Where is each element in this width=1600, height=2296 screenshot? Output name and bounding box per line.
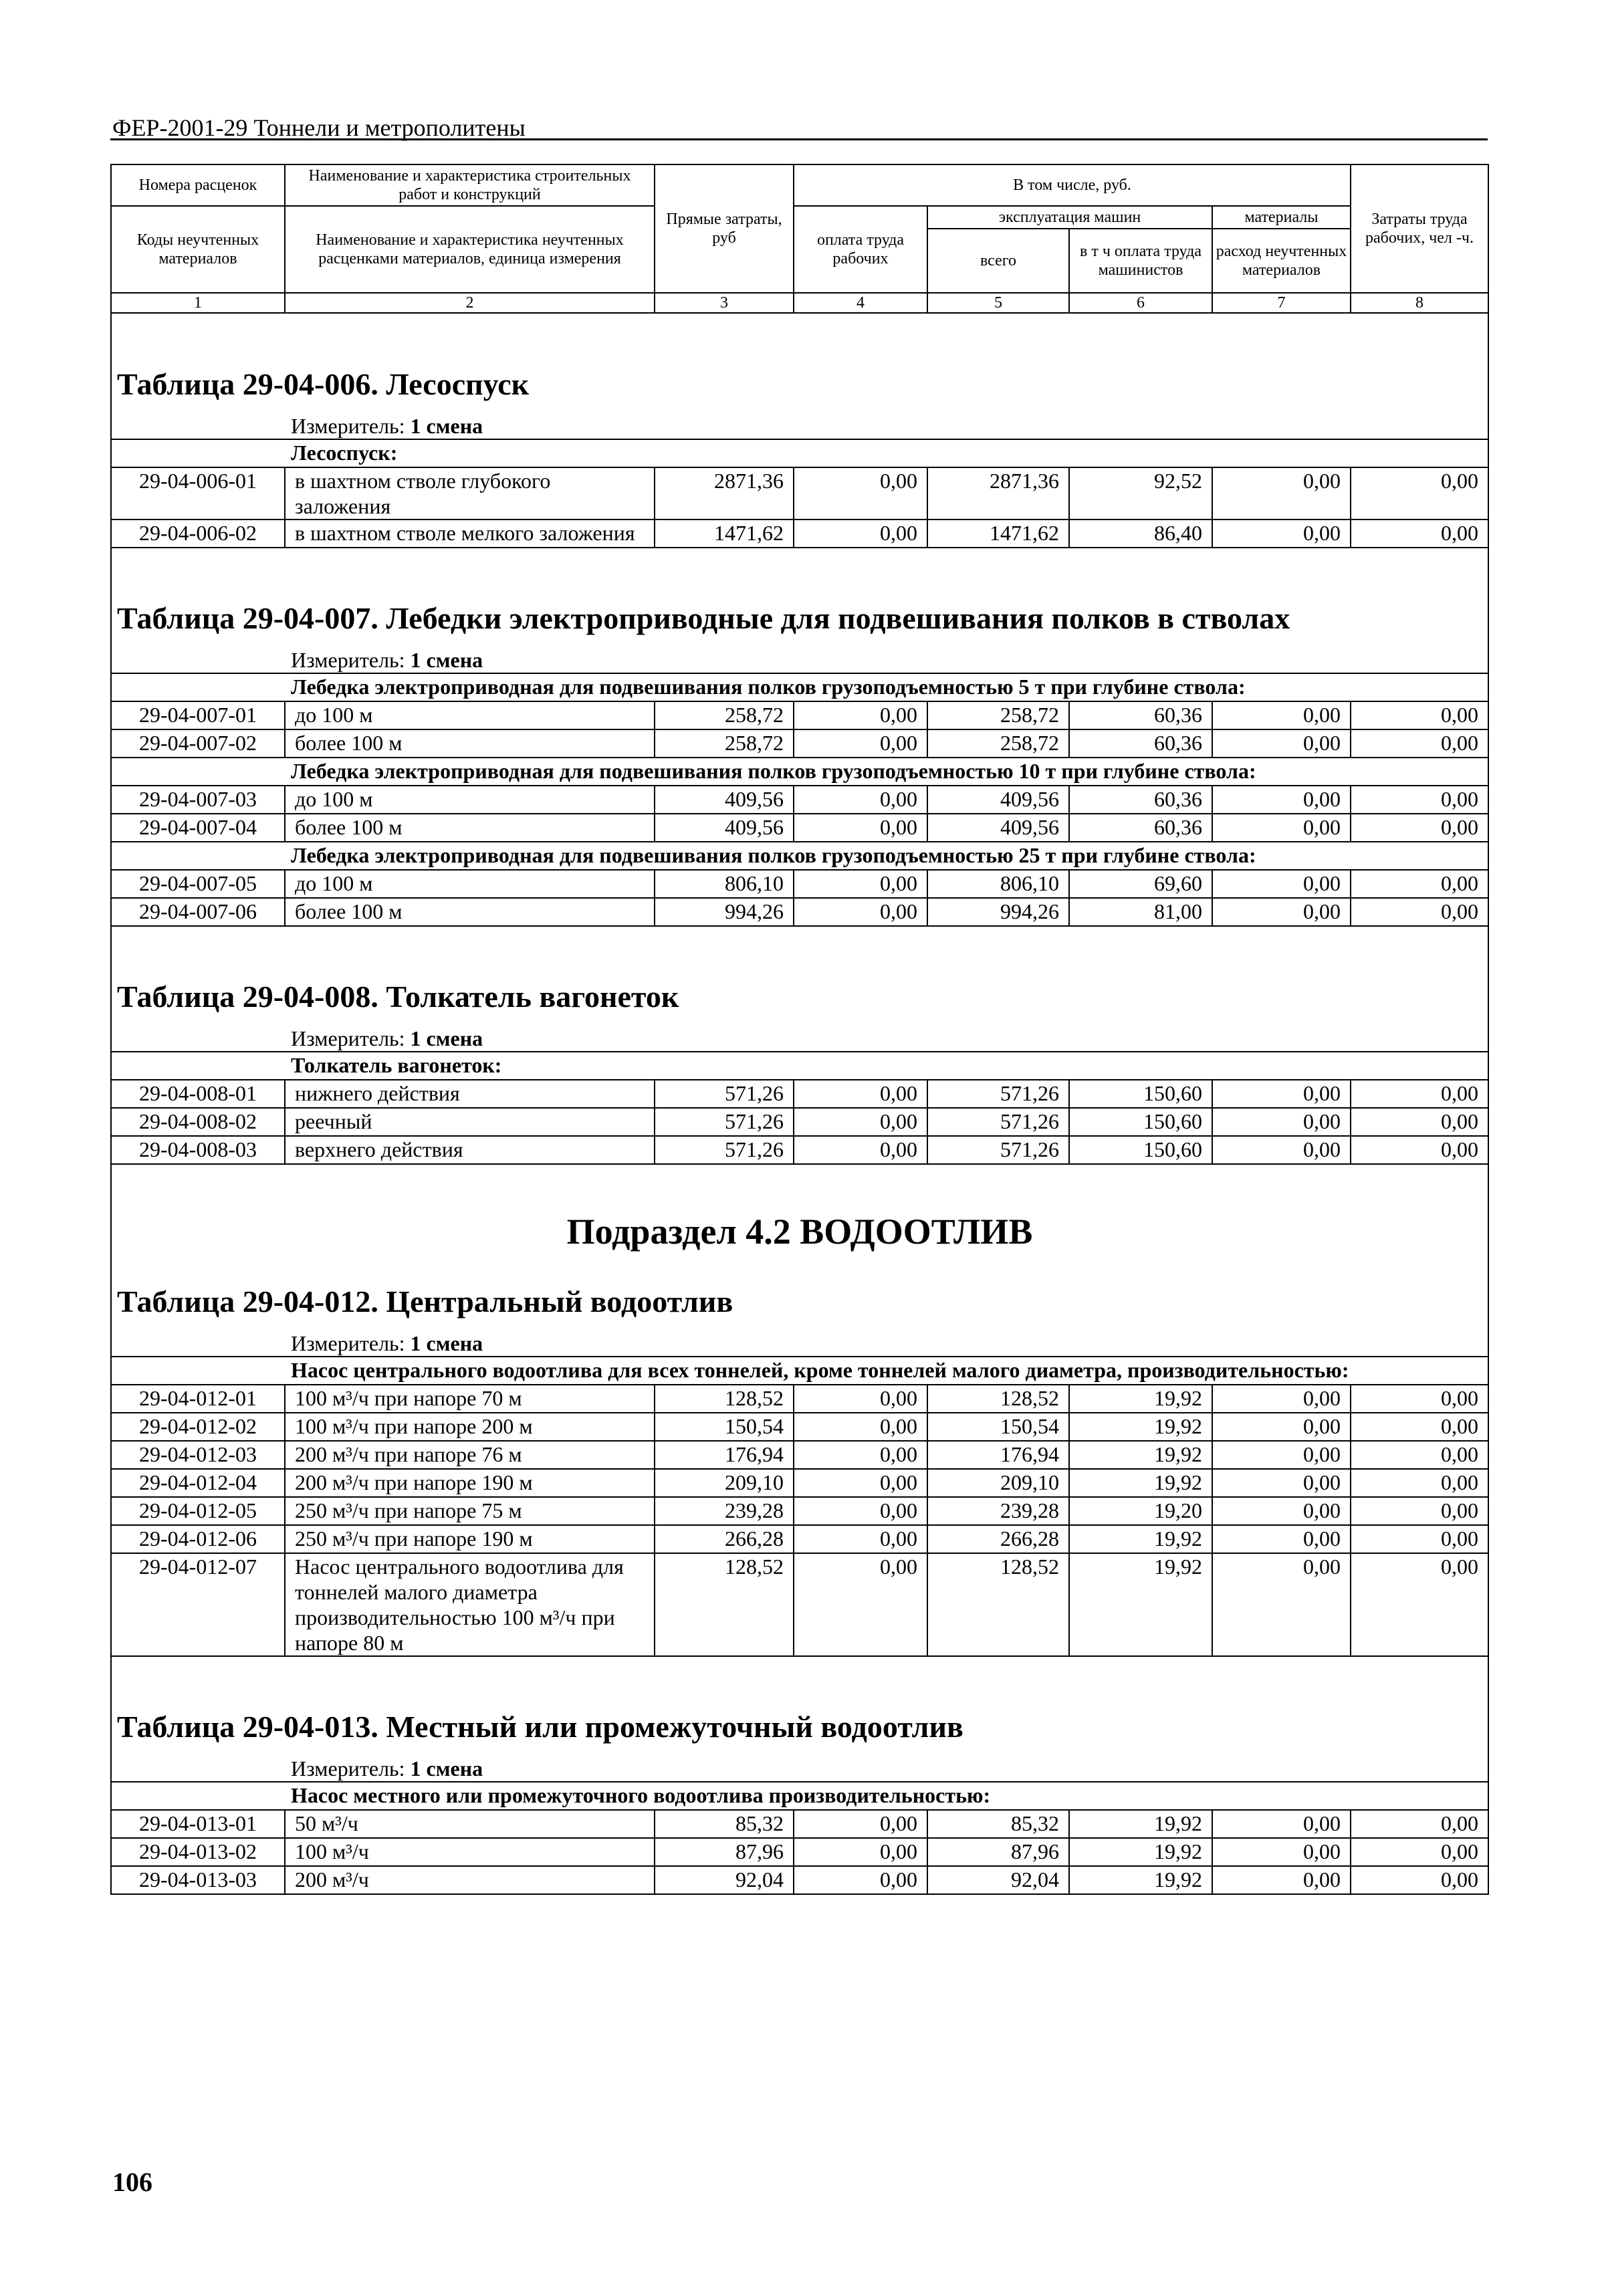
operator-wages: 60,36 [1069, 786, 1212, 814]
worker-wages: 0,00 [794, 1441, 927, 1469]
machine-total: 994,26 [927, 898, 1069, 926]
table-title: Таблица 29-04-013. Местный или промежуточный водоотлив [111, 1676, 1488, 1750]
operator-wages: 19,92 [1069, 1469, 1212, 1497]
labor-hours: 0,00 [1351, 520, 1488, 548]
operator-wages: 19,92 [1069, 1553, 1212, 1656]
rate-code: 29-04-013-01 [111, 1810, 285, 1838]
table-title: Таблица 29-04-007. Лебедки электроприводные для подвешивания полков в стволах [111, 568, 1488, 641]
work-name: до 100 м [285, 786, 655, 814]
labor-hours: 0,00 [1351, 1866, 1488, 1894]
section-row [111, 1164, 1488, 1251]
table-row [111, 1469, 1488, 1497]
operator-wages: 150,60 [1069, 1108, 1212, 1136]
rate-code: 29-04-013-02 [111, 1838, 285, 1866]
labor-hours: 0,00 [1351, 898, 1488, 926]
spacer-row [111, 314, 1488, 334]
header-work-name: Наименование и характеристика строительных работ и конструкций [285, 164, 655, 206]
work-name: 50 м³/ч [285, 1810, 655, 1838]
operator-wages: 86,40 [1069, 520, 1212, 548]
labor-hours: 0,00 [1351, 1838, 1488, 1866]
labor-hours: 0,00 [1351, 1497, 1488, 1525]
rate-code: 29-04-008-03 [111, 1136, 285, 1164]
operator-wages: 19,92 [1069, 1866, 1212, 1894]
worker-wages: 0,00 [794, 729, 927, 758]
materials: 0,00 [1212, 520, 1351, 548]
spacer-row [111, 1656, 1488, 1676]
labor-hours: 0,00 [1351, 1441, 1488, 1469]
header-direct-costs: Прямые затраты, руб [655, 164, 794, 293]
meter-label: Измеритель: [291, 648, 405, 672]
table-row [111, 1136, 1488, 1164]
labor-hours: 0,00 [1351, 786, 1488, 814]
group-heading-row [111, 842, 1488, 870]
column-number-row [111, 293, 1488, 313]
table-row [111, 467, 1488, 520]
meter-row [111, 1325, 1488, 1357]
group-heading: Толкатель вагонеток: [111, 1052, 1488, 1080]
machine-total: 258,72 [927, 729, 1069, 758]
group-heading: Лебедка электроприводная для подвешивания полков грузоподъемностью 10 т при глубине ствола: [111, 758, 1488, 786]
meter-value: 1 смена [410, 1756, 483, 1781]
meter-row [111, 1020, 1488, 1052]
materials: 0,00 [1212, 467, 1351, 520]
machine-total: 128,52 [927, 1553, 1069, 1656]
table-row [111, 1441, 1488, 1469]
direct-costs: 239,28 [655, 1497, 794, 1525]
rate-code: 29-04-012-01 [111, 1385, 285, 1413]
operator-wages: 150,60 [1069, 1136, 1212, 1164]
materials: 0,00 [1212, 1497, 1351, 1525]
worker-wages: 0,00 [794, 786, 927, 814]
direct-costs: 87,96 [655, 1838, 794, 1866]
worker-wages: 0,00 [794, 467, 927, 520]
meter-cell [111, 407, 1488, 439]
labor-hours: 0,00 [1351, 1553, 1488, 1656]
work-name: более 100 м [285, 729, 655, 758]
meter-cell [111, 641, 1488, 673]
worker-wages: 0,00 [794, 1810, 927, 1838]
table-row [111, 898, 1488, 926]
materials: 0,00 [1212, 1136, 1351, 1164]
rate-code: 29-04-007-02 [111, 729, 285, 758]
direct-costs: 150,54 [655, 1413, 794, 1441]
materials: 0,00 [1212, 814, 1351, 842]
header-worker-wages: оплата труда рабочих [794, 206, 927, 293]
work-name: нижнего действия [285, 1080, 655, 1108]
materials: 0,00 [1212, 1108, 1351, 1136]
machine-total: 92,04 [927, 1866, 1069, 1894]
rate-code: 29-04-007-01 [111, 701, 285, 729]
direct-costs: 92,04 [655, 1866, 794, 1894]
worker-wages: 0,00 [794, 1497, 927, 1525]
table-row [111, 520, 1488, 548]
rate-code: 29-04-012-06 [111, 1525, 285, 1553]
direct-costs: 128,52 [655, 1385, 794, 1413]
worker-wages: 0,00 [794, 1469, 927, 1497]
table-row [111, 814, 1488, 842]
table-row [111, 729, 1488, 758]
rate-code: 29-04-012-07 [111, 1553, 285, 1656]
table-row [111, 870, 1488, 898]
labor-hours: 0,00 [1351, 1385, 1488, 1413]
group-heading-row [111, 758, 1488, 786]
header-operator-wages: в т ч оплата труда машинистов [1069, 229, 1212, 293]
operator-wages: 60,36 [1069, 701, 1212, 729]
column-number: 5 [927, 293, 1069, 313]
work-name: 250 м³/ч при напоре 190 м [285, 1525, 655, 1553]
work-name: до 100 м [285, 870, 655, 898]
materials: 0,00 [1212, 1469, 1351, 1497]
spacer [111, 548, 1488, 568]
work-name: до 100 м [285, 701, 655, 729]
worker-wages: 0,00 [794, 814, 927, 842]
worker-wages: 0,00 [794, 898, 927, 926]
rate-code: 29-04-013-03 [111, 1866, 285, 1894]
header-machine-total: всего [927, 229, 1069, 293]
machine-total: 258,72 [927, 701, 1069, 729]
labor-hours: 0,00 [1351, 870, 1488, 898]
machine-total: 239,28 [927, 1497, 1069, 1525]
group-heading: Лебедка электроприводная для подвешивания полков грузоподъемностью 25 т при глубине ствола: [111, 842, 1488, 870]
direct-costs: 1471,62 [655, 520, 794, 548]
header-labor-hours: Затраты труда рабочих, чел -ч. [1351, 164, 1488, 293]
worker-wages: 0,00 [794, 701, 927, 729]
group-heading: Насос местного или промежуточного водоотлива производительностью: [111, 1782, 1488, 1810]
meter-cell [111, 1750, 1488, 1782]
meter-cell [111, 1020, 1488, 1052]
spacer-row [111, 926, 1488, 946]
meter-label: Измеритель: [291, 1026, 405, 1050]
operator-wages: 19,92 [1069, 1810, 1212, 1838]
rate-code: 29-04-012-04 [111, 1469, 285, 1497]
operator-wages: 19,92 [1069, 1385, 1212, 1413]
spacer [111, 1656, 1488, 1676]
work-name: реечный [285, 1108, 655, 1136]
materials: 0,00 [1212, 1810, 1351, 1838]
rates-table [110, 314, 1489, 1895]
direct-costs: 258,72 [655, 701, 794, 729]
direct-costs: 2871,36 [655, 467, 794, 520]
table-title-row [111, 1251, 1488, 1325]
direct-costs: 176,94 [655, 1441, 794, 1469]
machine-total: 150,54 [927, 1413, 1069, 1441]
header-material-codes: Коды неучтенных материалов [111, 206, 285, 293]
work-name: 200 м³/ч при напоре 76 м [285, 1441, 655, 1469]
table-title: Таблица 29-04-012. Центральный водоотлив [111, 1251, 1488, 1325]
header-rate-numbers: Номера расценок [111, 164, 285, 206]
machine-total: 1471,62 [927, 520, 1069, 548]
rate-code: 29-04-006-01 [111, 467, 285, 520]
spacer [111, 926, 1488, 946]
rate-code: 29-04-008-02 [111, 1108, 285, 1136]
page-number: 106 [112, 2167, 152, 2197]
header-machine-operation: эксплуатация машин [927, 206, 1212, 229]
running-header: ФЕР-2001-29 Тоннели и метрополитены [112, 114, 526, 141]
rate-code: 29-04-012-05 [111, 1497, 285, 1525]
table-row [111, 786, 1488, 814]
worker-wages: 0,00 [794, 870, 927, 898]
operator-wages: 60,36 [1069, 814, 1212, 842]
rate-code: 29-04-012-02 [111, 1413, 285, 1441]
direct-costs: 571,26 [655, 1080, 794, 1108]
operator-wages: 81,00 [1069, 898, 1212, 926]
machine-total: 571,26 [927, 1108, 1069, 1136]
worker-wages: 0,00 [794, 1525, 927, 1553]
machine-total: 409,56 [927, 786, 1069, 814]
direct-costs: 266,28 [655, 1525, 794, 1553]
operator-wages: 19,92 [1069, 1441, 1212, 1469]
table-title: Таблица 29-04-008. Толкатель вагонеток [111, 946, 1488, 1020]
labor-hours: 0,00 [1351, 1525, 1488, 1553]
table-row [111, 1866, 1488, 1894]
direct-costs: 409,56 [655, 786, 794, 814]
header-material-name: Наименование и характеристика неучтенных расценками материалов, единица измерения [285, 206, 655, 293]
machine-total: 209,10 [927, 1469, 1069, 1497]
materials: 0,00 [1212, 1866, 1351, 1894]
labor-hours: 0,00 [1351, 729, 1488, 758]
work-name: верхнего действия [285, 1136, 655, 1164]
group-heading-row [111, 439, 1488, 467]
rate-code: 29-04-007-04 [111, 814, 285, 842]
direct-costs: 258,72 [655, 729, 794, 758]
work-name: 100 м³/ч при напоре 70 м [285, 1385, 655, 1413]
operator-wages: 92,52 [1069, 467, 1212, 520]
work-name: 250 м³/ч при напоре 75 м [285, 1497, 655, 1525]
operator-wages: 69,60 [1069, 870, 1212, 898]
operator-wages: 19,20 [1069, 1497, 1212, 1525]
column-number: 7 [1212, 293, 1351, 313]
table-row [111, 1080, 1488, 1108]
worker-wages: 0,00 [794, 1108, 927, 1136]
table-title-row [111, 568, 1488, 641]
materials: 0,00 [1212, 1525, 1351, 1553]
machine-total: 266,28 [927, 1525, 1069, 1553]
machine-total: 87,96 [927, 1838, 1069, 1866]
spacer [111, 314, 1488, 334]
table-row [111, 1525, 1488, 1553]
direct-costs: 571,26 [655, 1136, 794, 1164]
table-row [111, 1497, 1488, 1525]
header-including: В том числе, руб. [794, 164, 1351, 206]
direct-costs: 409,56 [655, 814, 794, 842]
meter-label: Измеритель: [291, 414, 405, 438]
column-header-table [110, 164, 1489, 314]
table-title-row [111, 946, 1488, 1020]
worker-wages: 0,00 [794, 1385, 927, 1413]
worker-wages: 0,00 [794, 1553, 927, 1656]
header-rule [110, 138, 1488, 140]
direct-costs: 806,10 [655, 870, 794, 898]
table-row [111, 701, 1488, 729]
meter-value: 1 смена [410, 648, 483, 672]
materials: 0,00 [1212, 1080, 1351, 1108]
worker-wages: 0,00 [794, 520, 927, 548]
table-title-row [111, 1676, 1488, 1750]
materials: 0,00 [1212, 729, 1351, 758]
direct-costs: 85,32 [655, 1810, 794, 1838]
column-number: 3 [655, 293, 794, 313]
work-name: более 100 м [285, 898, 655, 926]
column-number: 6 [1069, 293, 1212, 313]
machine-total: 85,32 [927, 1810, 1069, 1838]
operator-wages: 60,36 [1069, 729, 1212, 758]
group-heading: Лебедка электроприводная для подвешивания полков грузоподъемностью 5 т при глубине ствола: [111, 673, 1488, 701]
column-number: 2 [285, 293, 655, 313]
column-number: 1 [111, 293, 285, 313]
materials: 0,00 [1212, 1838, 1351, 1866]
table-row [111, 1108, 1488, 1136]
rate-code: 29-04-007-03 [111, 786, 285, 814]
materials: 0,00 [1212, 1553, 1351, 1656]
table-title-row [111, 334, 1488, 407]
work-name: 200 м³/ч при напоре 190 м [285, 1469, 655, 1497]
machine-total: 806,10 [927, 870, 1069, 898]
operator-wages: 150,60 [1069, 1080, 1212, 1108]
labor-hours: 0,00 [1351, 701, 1488, 729]
header-materials: материалы [1212, 206, 1351, 229]
materials: 0,00 [1212, 701, 1351, 729]
operator-wages: 19,92 [1069, 1413, 1212, 1441]
column-number: 8 [1351, 293, 1488, 313]
meter-cell [111, 1325, 1488, 1357]
worker-wages: 0,00 [794, 1136, 927, 1164]
group-heading: Лесоспуск: [111, 439, 1488, 467]
worker-wages: 0,00 [794, 1413, 927, 1441]
labor-hours: 0,00 [1351, 1080, 1488, 1108]
direct-costs: 994,26 [655, 898, 794, 926]
labor-hours: 0,00 [1351, 814, 1488, 842]
machine-total: 128,52 [927, 1385, 1069, 1413]
spacer-row [111, 548, 1488, 568]
meter-label: Измеритель: [291, 1756, 405, 1781]
operator-wages: 19,92 [1069, 1838, 1212, 1866]
work-name: 100 м³/ч при напоре 200 м [285, 1413, 655, 1441]
labor-hours: 0,00 [1351, 1136, 1488, 1164]
meter-row [111, 641, 1488, 673]
direct-costs: 128,52 [655, 1553, 794, 1656]
machine-total: 409,56 [927, 814, 1069, 842]
group-heading: Насос центрального водоотлива для всех тоннелей, кроме тоннелей малого диаметра, производительностью: [111, 1357, 1488, 1385]
materials: 0,00 [1212, 1413, 1351, 1441]
work-name: более 100 м [285, 814, 655, 842]
meter-value: 1 смена [410, 414, 483, 438]
rate-code: 29-04-007-06 [111, 898, 285, 926]
group-heading-row [111, 1782, 1488, 1810]
table-row [111, 1385, 1488, 1413]
labor-hours: 0,00 [1351, 1108, 1488, 1136]
labor-hours: 0,00 [1351, 1810, 1488, 1838]
table-title: Таблица 29-04-006. Лесоспуск [111, 334, 1488, 407]
rate-code: 29-04-012-03 [111, 1441, 285, 1469]
table-row [111, 1810, 1488, 1838]
labor-hours: 0,00 [1351, 1413, 1488, 1441]
work-name: 100 м³/ч [285, 1838, 655, 1866]
worker-wages: 0,00 [794, 1838, 927, 1866]
rate-code: 29-04-006-02 [111, 520, 285, 548]
direct-costs: 571,26 [655, 1108, 794, 1136]
work-name: в шахтном стволе глубокого заложения [285, 467, 655, 520]
materials: 0,00 [1212, 870, 1351, 898]
materials: 0,00 [1212, 1385, 1351, 1413]
direct-costs: 209,10 [655, 1469, 794, 1497]
machine-total: 176,94 [927, 1441, 1069, 1469]
meter-value: 1 смена [410, 1026, 483, 1050]
work-name: в шахтном стволе мелкого заложения [285, 520, 655, 548]
work-name: 200 м³/ч [285, 1866, 655, 1894]
materials: 0,00 [1212, 898, 1351, 926]
labor-hours: 0,00 [1351, 467, 1488, 520]
machine-total: 2871,36 [927, 467, 1069, 520]
machine-total: 571,26 [927, 1080, 1069, 1108]
group-heading-row [111, 673, 1488, 701]
machine-total: 571,26 [927, 1136, 1069, 1164]
section-title: Подраздел 4.2 ВОДООТЛИВ [111, 1164, 1488, 1251]
group-heading-row [111, 1357, 1488, 1385]
meter-row [111, 407, 1488, 439]
labor-hours: 0,00 [1351, 1469, 1488, 1497]
group-heading-row [111, 1052, 1488, 1080]
table-row [111, 1553, 1488, 1656]
worker-wages: 0,00 [794, 1080, 927, 1108]
rate-code: 29-04-007-05 [111, 870, 285, 898]
header-unaccounted-materials: расход неучтенных материалов [1212, 229, 1351, 293]
meter-value: 1 смена [410, 1331, 483, 1355]
price-sheet [110, 164, 1488, 1895]
materials: 0,00 [1212, 786, 1351, 814]
worker-wages: 0,00 [794, 1866, 927, 1894]
column-number: 4 [794, 293, 927, 313]
meter-label: Измеритель: [291, 1331, 405, 1355]
work-name: Насос центрального водоотлива для тоннелей малого диаметра производительностью 100 м³/ч при напоре 80 м [285, 1553, 655, 1656]
meter-row [111, 1750, 1488, 1782]
table-row [111, 1838, 1488, 1866]
operator-wages: 19,92 [1069, 1525, 1212, 1553]
rate-code: 29-04-008-01 [111, 1080, 285, 1108]
materials: 0,00 [1212, 1441, 1351, 1469]
table-row [111, 1413, 1488, 1441]
